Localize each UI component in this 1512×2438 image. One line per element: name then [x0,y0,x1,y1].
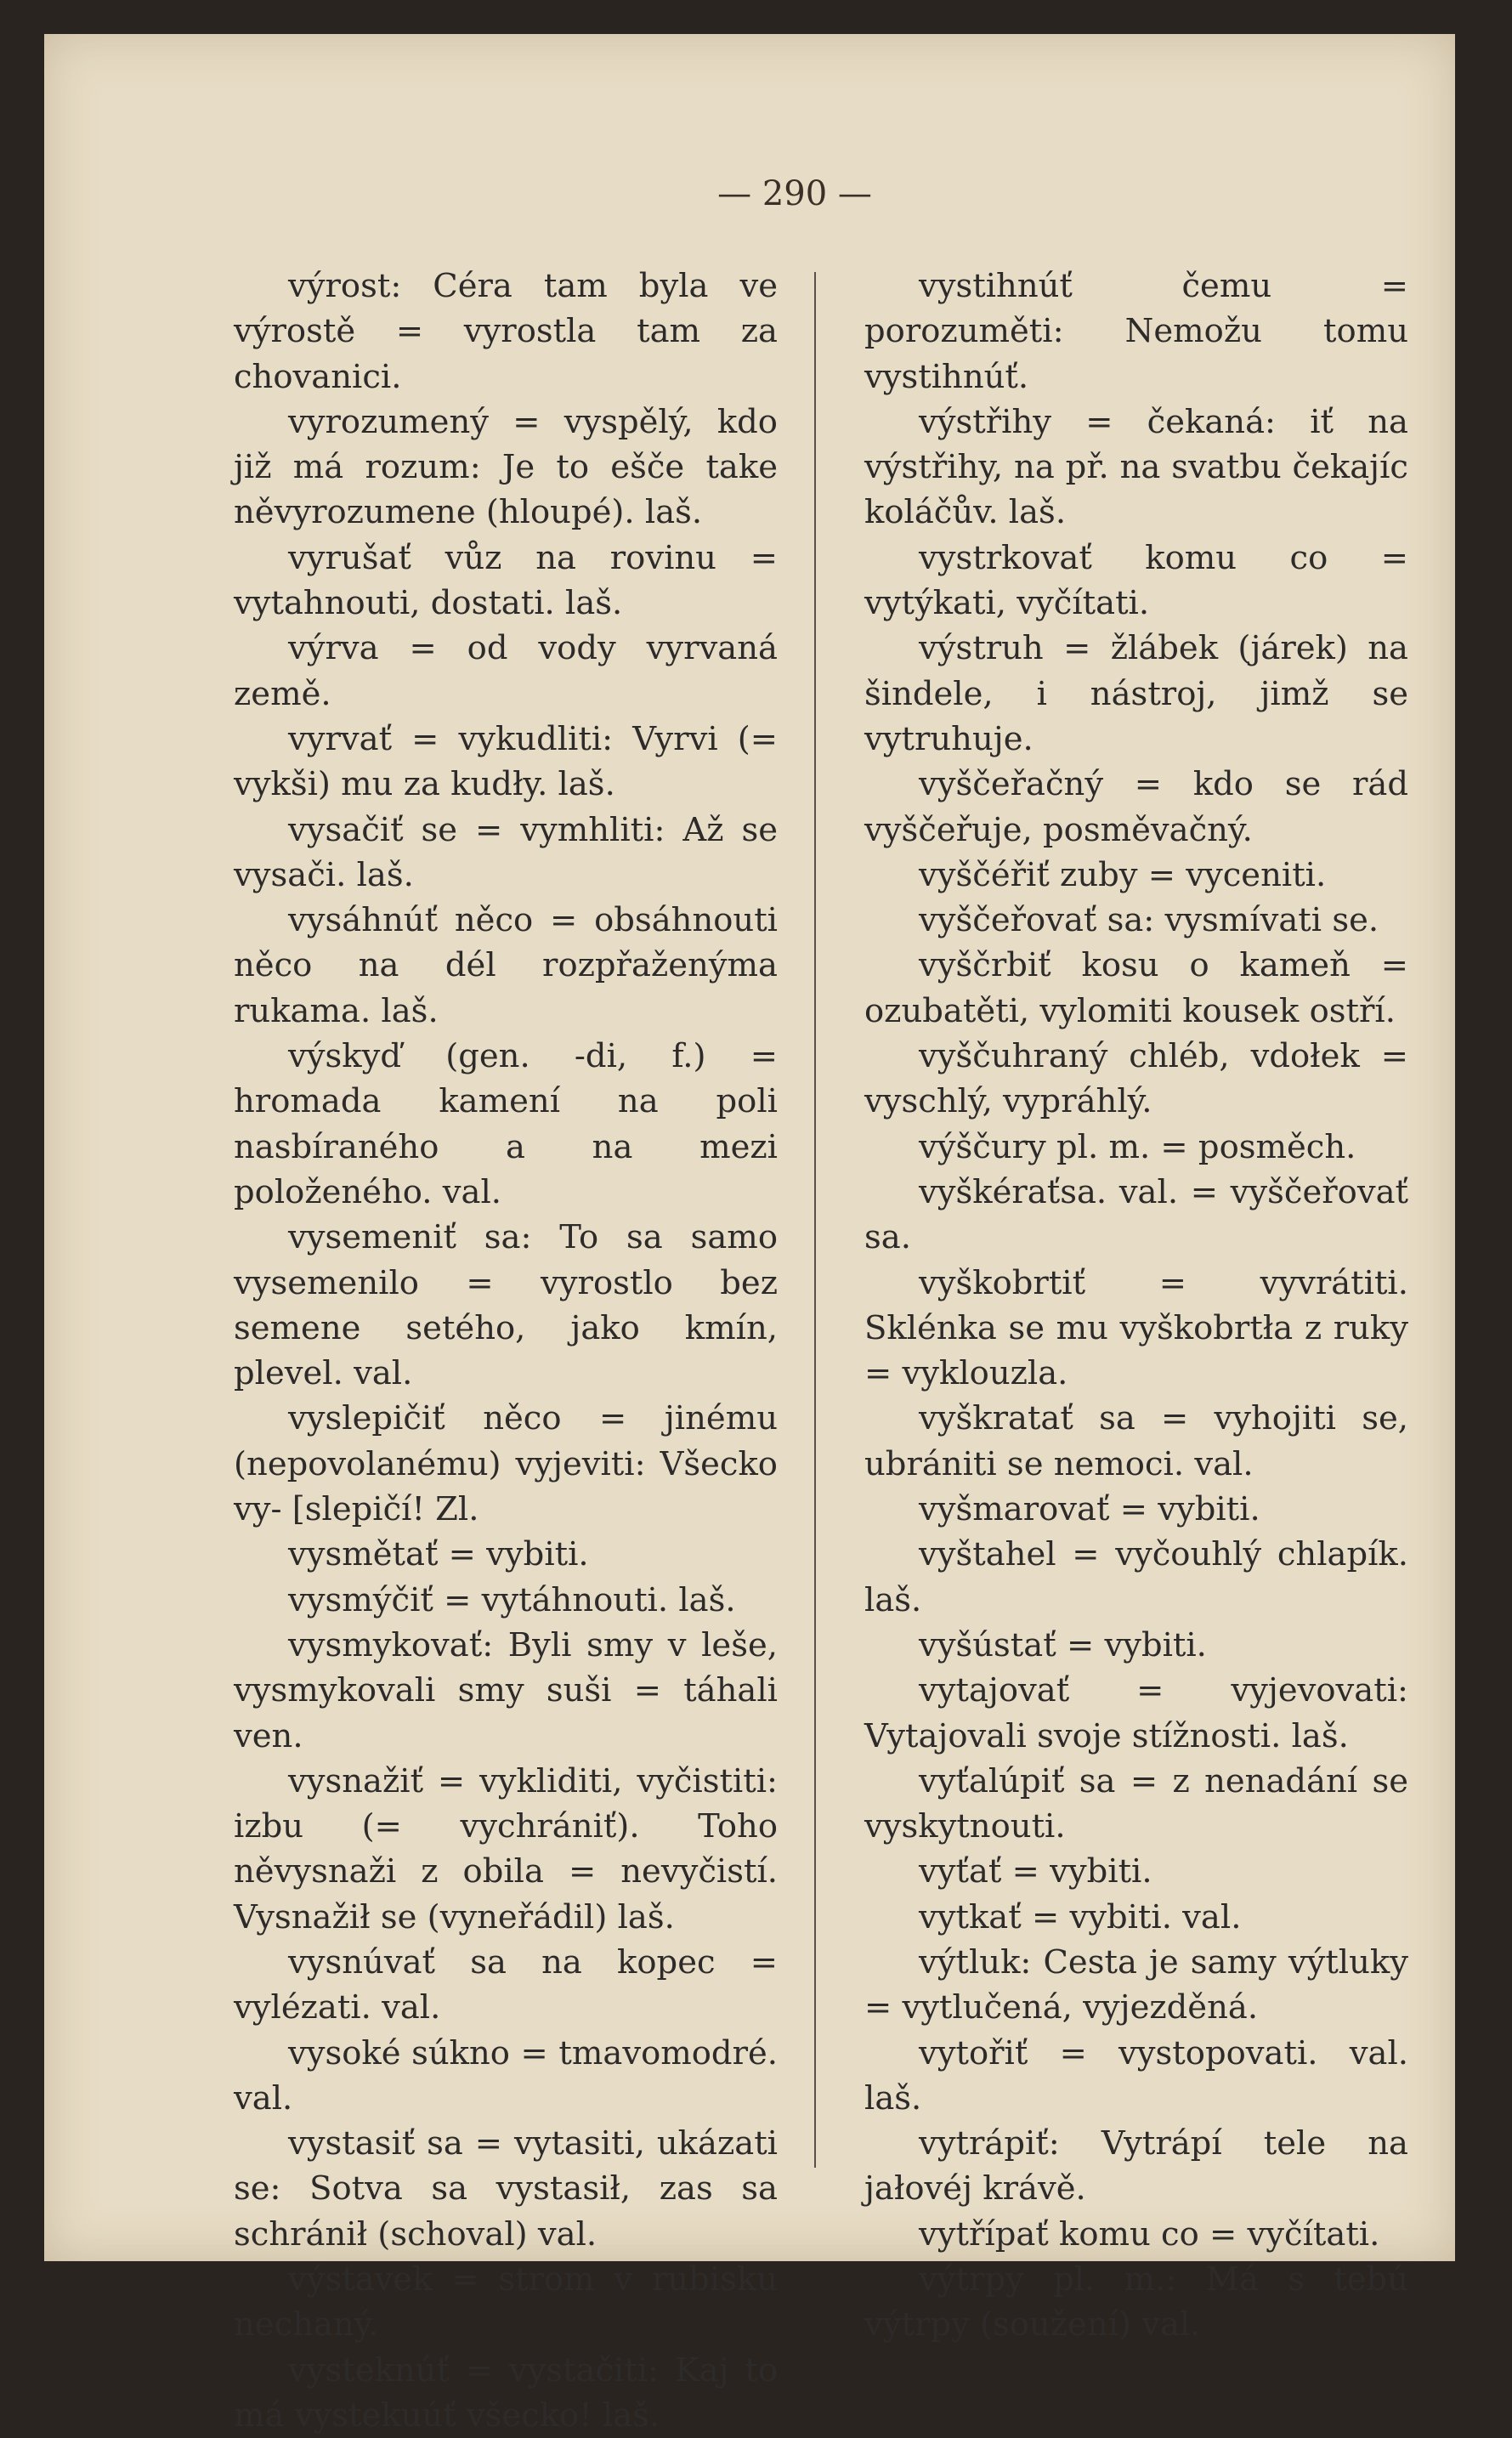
dictionary-entry: vyrvať = vykudliti: Vyrvi (= vykši) mu za kudły. laš. [234,719,778,804]
dictionary-entry: vysemeniť sa: To sa samo vysemenilo = vyrostlo bez semene setého, jako kmín, plevel. val. [234,1218,778,1393]
dictionary-entry: vyslepičiť něco = jinému (nepovolanému) vyjeviti: Všecko vy- [slepičí! Zl. [234,1399,778,1529]
dictionary-entry: vysteknúť = vystačiti: Kaj to má vystekuúť všecko! laš. [234,2350,778,2435]
dictionary-entry: vyšústať = vybiti. [919,1625,1207,1664]
dictionary-entry: vyťať = vybiti. [919,1852,1152,1891]
dictionary-entry: výtluk: Cesta je samy výtluky = vytlučená, vyjezděná. [864,1942,1408,2027]
right-column [864,264,1408,2348]
dictionary-entry: vysáhnúť něco = obsáhnouti něco na dél rozpřaženýma rukama. laš. [234,901,778,1030]
dictionary-entry: vyrušať vůz na rovinu = vytahnouti, dostati. laš. [234,538,778,623]
page-number: — 290 — [717,174,872,213]
dictionary-entry: vysoké súkno = tmavomodré. val. [234,2033,778,2118]
dictionary-entry: vyščeřačný = kdo se rád vyščeřuje, posměvačný. [864,765,1408,849]
dictionary-entry: vyrozumený = vyspělý, kdo již má rozum: Je to ešče take něvyrozumene (hloupé). laš. [234,402,778,532]
dictionary-entry: výstruh = žlábek (járek) na šindele, i nástroj, jimž se vytruhuje. [864,629,1408,758]
dictionary-entry: vyščuhraný chléb, vdołek = vyschlý, vypráhlý. [864,1037,1408,1121]
dictionary-entry: vytřípať komu co = vyčítati. [919,2214,1380,2254]
dictionary-entry: vyštahel = vyčouhlý chlapík. laš. [864,1535,1408,1619]
dictionary-entry: výrva = od vody vyrvaná země. [234,629,778,713]
left-column [234,264,778,2438]
dictionary-entry: vyškobrtiť = vyvrátiti. Sklénka se mu vyškobrtła z ruky = vyklouzla. [864,1263,1408,1393]
dictionary-entry: vytajovať = vyjevovati: Vytajovali svoje stížnosti. laš. [864,1671,1408,1755]
dictionary-entry: výstřihy = čekaná: iť na výstřihy, na př. na svatbu čekajíc koláčův. laš. [864,402,1408,532]
dictionary-entry: výrost: Céra tam byla ve výrostě = vyrostla tam za chovanici. [234,267,778,396]
dictionary-entry: vysačiť se = vymhliti: Až se vysači. laš. [234,810,778,894]
dictionary-entry: výstavek = strom v rubisku nechaný. [234,2260,778,2344]
dictionary-entry: vytořiť = vystopovati. val. laš. [864,2033,1408,2118]
dictionary-entry: vyščéřiť zuby = vyceniti. [919,855,1327,894]
dictionary-entry: vysmětať = vybiti. [288,1535,589,1574]
dictionary-entry: vyškéraťsa. val. = vyščeřovať sa. [864,1172,1408,1257]
column-divider [814,272,816,2168]
dictionary-entry: vyťalúpiť sa = z nenadání se vyskytnouti. [864,1761,1408,1846]
page-edge-shadow [1455,0,1512,2298]
dictionary-entry: vystrkovať komu co = vytýkati, vyčítati. [864,538,1408,623]
dictionary-entry: vysnažiť = vykliditi, vyčistiti: izbu (= vychrániť). Toho něvysnaži z obila = nevyčistí. Vysnažił se (vyneřádil) laš. [234,1761,778,1936]
dictionary-entry: výtrpy pl. m.: Má s tebú výtrpy (soužení) val. [864,2260,1408,2344]
dictionary-entry: výskyď (gen. -di, f.) = hromada kamení na poli nasbíraného a na mezi položeného. val. [234,1037,778,1211]
dictionary-entry: vyščeřovať sa: vysmívati se. [919,901,1379,940]
dictionary-entry: vystihnúť čemu = porozuměti: Nemožu tomu vystihnúť. [864,267,1408,396]
dictionary-entry: vyšmarovať = vybiti. [919,1490,1260,1529]
dictionary-entry: vysmykovať: Byli smy v leše, vysmykovali smy suši = táhali ven. [234,1625,778,1755]
dictionary-entry: vyščrbiť kosu o kameň = ozubatěti, vylomiti kousek ostří. [864,946,1408,1030]
dictionary-entry: vysnúvať sa na kopec = vylézati. val. [234,1942,778,2027]
dictionary-entry: výščury pl. m. = posměch. [919,1127,1356,1166]
dictionary-entry: vysmýčiť = vytáhnouti. laš. [288,1580,736,1619]
dictionary-entry: vytkať = vybiti. val. [919,1897,1242,1936]
dictionary-entry: vytrápiť: Vytrápí tele na jałovéj krávě. [864,2124,1408,2208]
dictionary-entry: vystasiť sa = vytasiti, ukázati se: Sotva sa vystasił, zas sa schránił (schoval) val. [234,2124,778,2254]
dictionary-entry: vyškratať sa = vyhojiti se, ubrániti se nemoci. val. [864,1399,1408,1483]
